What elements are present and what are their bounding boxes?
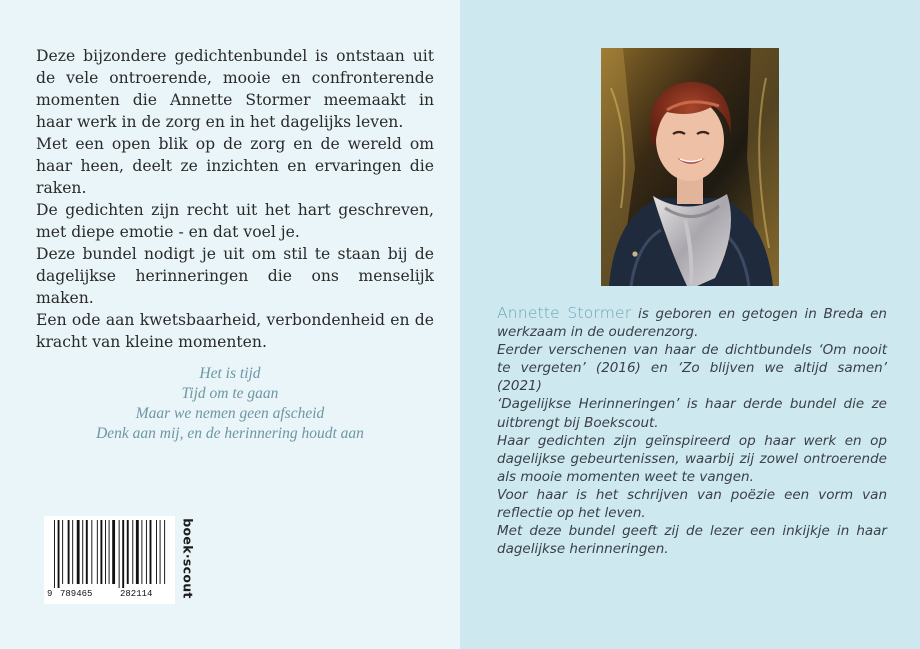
poem-excerpt	[60, 364, 400, 444]
barcode-bar	[127, 520, 129, 584]
bio-paragraph-5: Voor haar is het schrijven van poëzie een vorm van reflectie op het leven.	[497, 486, 887, 522]
isbn-barcode	[44, 516, 175, 604]
barcode-bar	[109, 520, 110, 584]
poem-line-4: Denk aan mij, en de herinnering houdt aan	[96, 425, 364, 442]
barcode-bar	[82, 520, 83, 584]
publisher-logo	[176, 515, 198, 607]
barcode-bar	[72, 520, 73, 584]
bio-paragraph-1	[497, 304, 887, 341]
blurb-paragraph-5: Een ode aan kwetsbaarheid, verbondenheid en de kracht van kleine momenten.	[36, 311, 434, 351]
blurb-paragraph-3: De gedichten zijn recht uit het hart geschreven, met diepe emotie - en dat voel je.	[36, 201, 434, 241]
barcode-bar	[54, 520, 55, 588]
barcode-bar	[156, 520, 157, 584]
author-name: Annette Stormer	[497, 304, 632, 322]
barcode-bar	[77, 520, 80, 584]
barcode-bar	[86, 520, 88, 584]
bio-paragraph-3: ‘Dagelijkse Herinneringen’ is haar derde bundel die ze uitbrengt bij Boekscout.	[497, 396, 887, 431]
barcode-bar	[62, 520, 63, 584]
barcode-bar	[160, 520, 161, 584]
bio-paragraph-2: Eerder verschenen van haar de dichtbundels ‘Om nooit te vergeten’ (2016) en ‘Zo blijven we altijd samen’ (2021)	[497, 342, 887, 395]
barcode-bar	[112, 520, 115, 584]
barcode-bar	[132, 520, 133, 584]
barcode-bar	[91, 520, 92, 584]
poem-line-2: Tijd om te gaan	[181, 385, 279, 402]
barcode-bar	[119, 520, 120, 588]
author-portrait-image	[601, 48, 779, 286]
barcode-bar	[122, 520, 124, 588]
author-photo	[601, 48, 779, 286]
poem-line-3: Maar we nemen geen afscheid	[135, 405, 325, 422]
barcode-bars	[54, 520, 166, 588]
author-bio	[497, 304, 887, 558]
bio-paragraph-4: Haar gedichten zijn geïnspireerd op haar werk en op dagelijkse gebeurtenissen, waarbij zij zowel ontroerende als mooie momenten weet te vangen.	[497, 432, 887, 485]
isbn-lead-digit: 9	[47, 589, 53, 599]
barcode-bar	[146, 520, 147, 584]
bio-paragraph-6: Met deze bundel geeft zij de lezer een inkijkje in haar dagelijkse herinneringen.	[497, 523, 887, 558]
isbn-right-group: 282114	[120, 589, 153, 599]
isbn-left-group: 789465	[60, 589, 93, 599]
poem-line-1: Het is tijd	[199, 365, 261, 382]
barcode-bar	[150, 520, 152, 584]
bio-first-line: is geboren en getogen in Breda en werkzaam in de ouderenzorg.	[497, 306, 887, 341]
publisher-logo-text: boek·scout	[180, 518, 196, 599]
barcode-bar	[58, 520, 60, 588]
barcode-bar	[105, 520, 106, 584]
barcode-bar	[68, 520, 70, 584]
blurb-paragraph-1: Deze bijzondere gedichtenbundel is ontstaan uit de vele ontroerende, mooie en confronterende momenten die Annette Stormer meemaakt in haar werk in de zorg en in het dagelijks leven.	[36, 47, 434, 131]
barcode-bar	[136, 520, 139, 584]
blurb-paragraph-4: Deze bundel nodigt je uit om stil te staan bij de dagelijkse herinneringen die ons menselijk maken.	[36, 245, 434, 307]
barcode-bar	[164, 520, 165, 584]
barcode-bar	[100, 520, 102, 584]
barcode-bar	[141, 520, 142, 584]
blurb-paragraph-2: Met een open blik op de zorg en de wereld om haar heen, deelt ze inzichten en ervaringen die raken.	[36, 135, 434, 197]
back-cover-blurb	[36, 45, 434, 353]
barcode-bar	[97, 520, 98, 584]
